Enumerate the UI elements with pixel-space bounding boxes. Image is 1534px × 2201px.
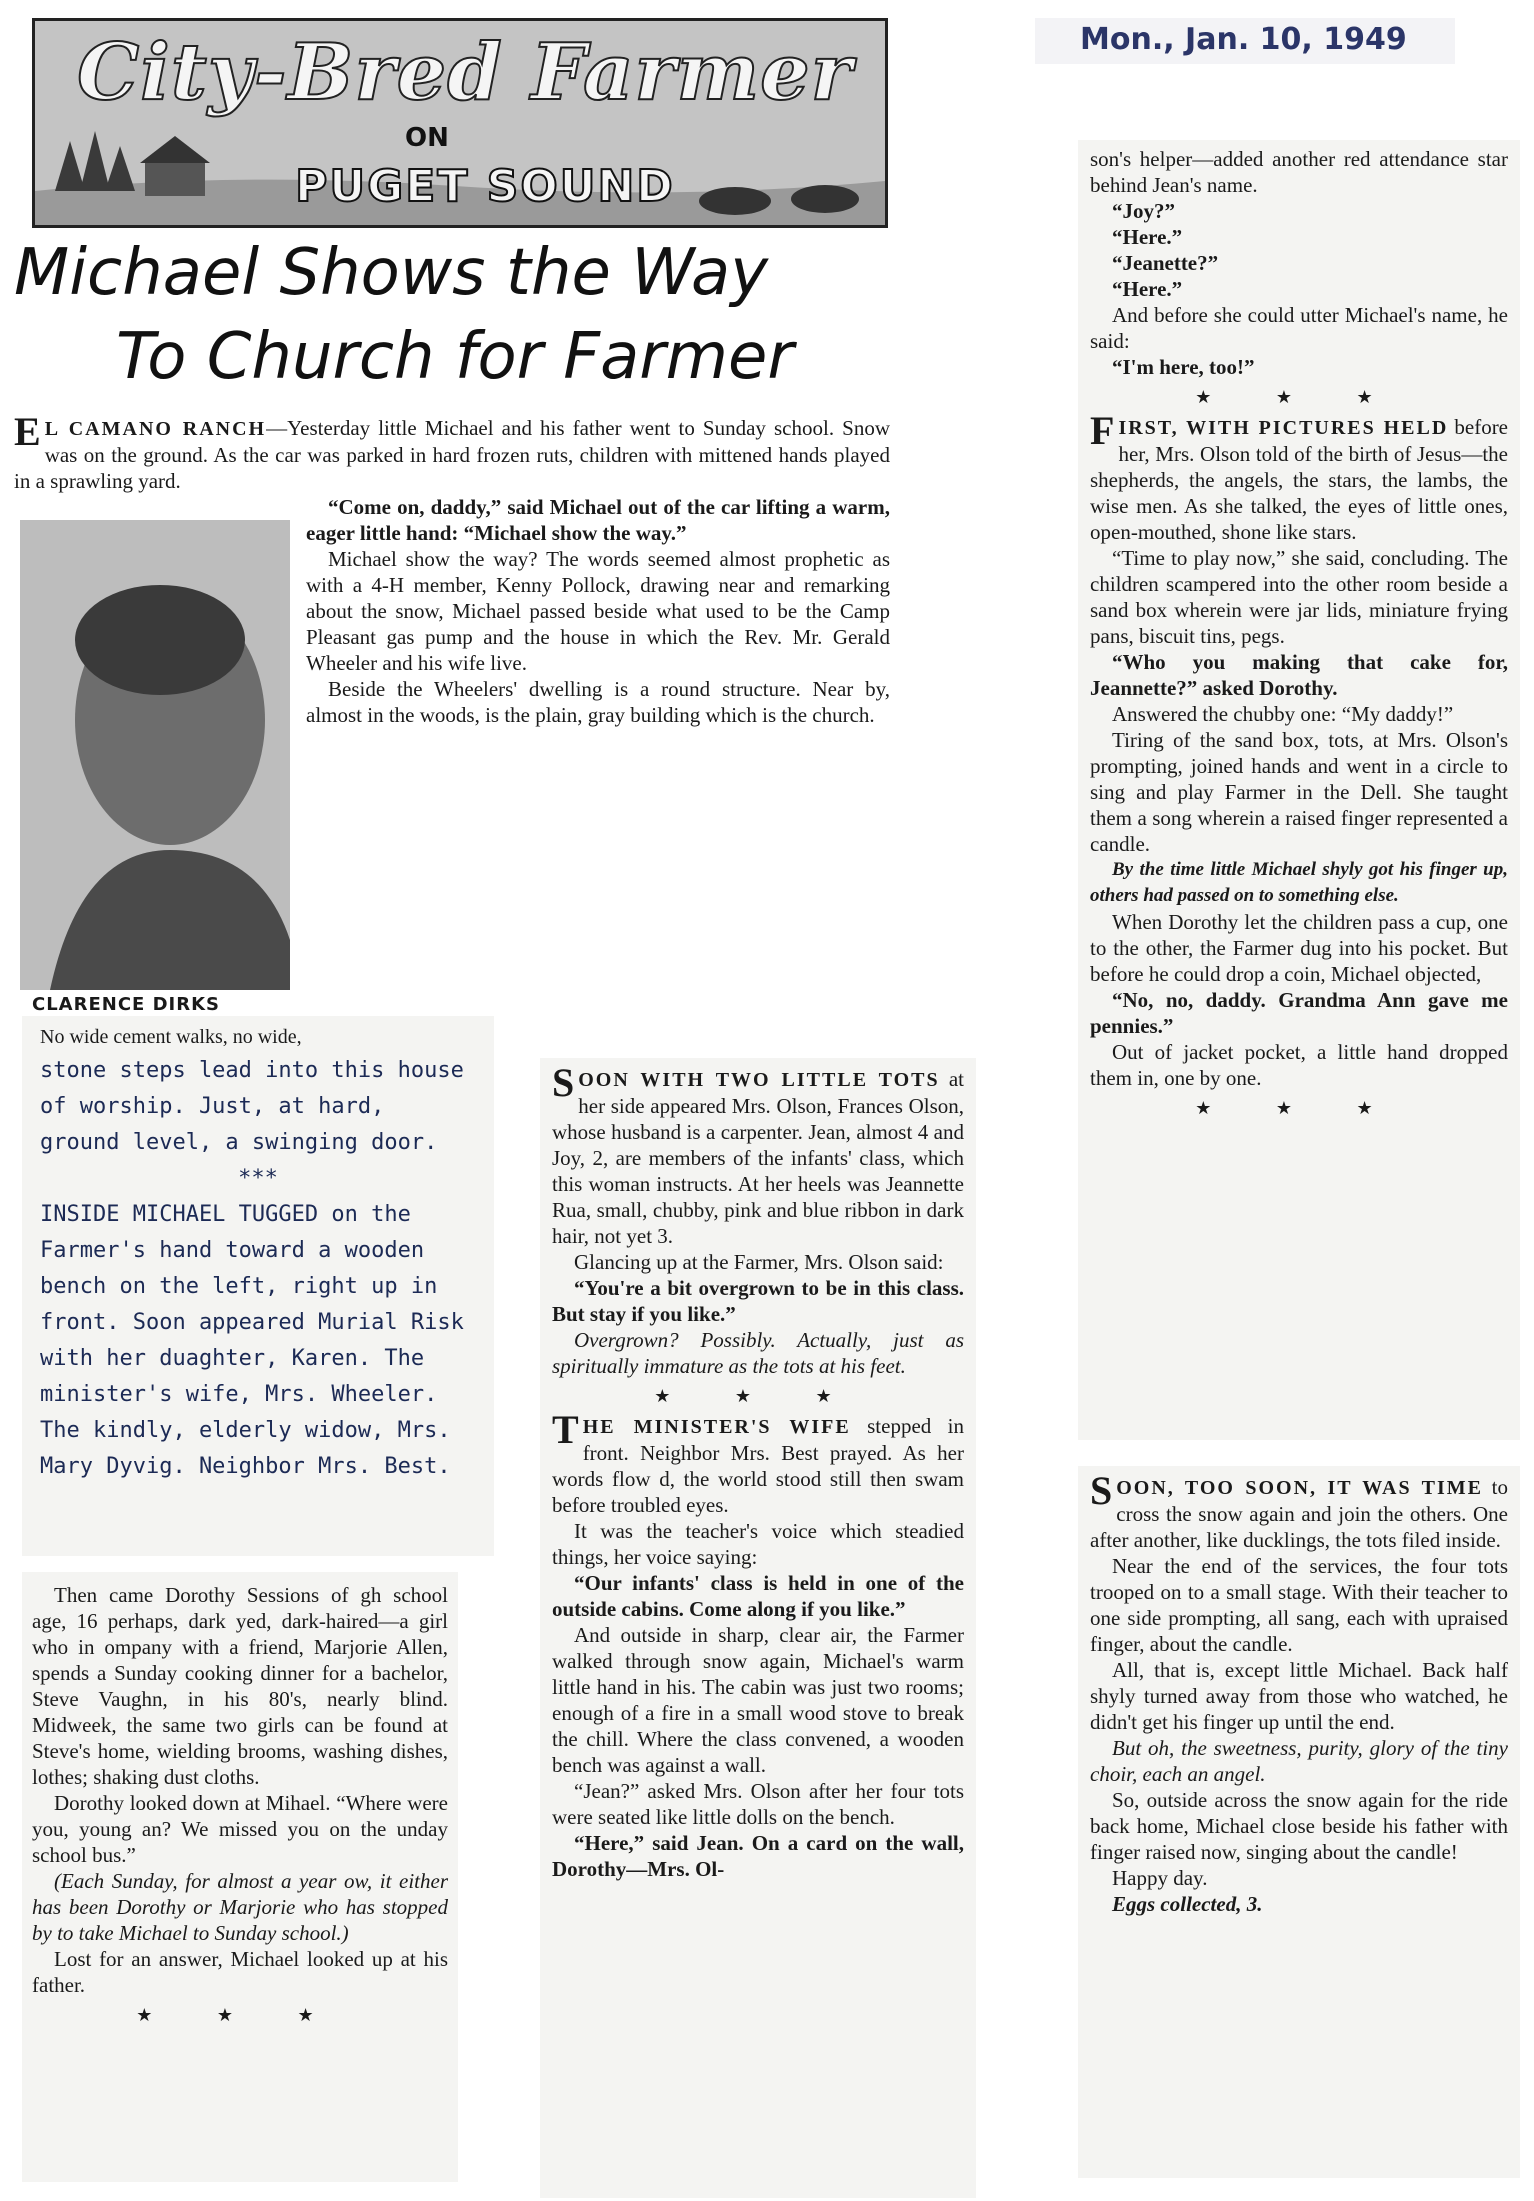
paragraph: When Dorothy let the children pass a cup, one to the other, the Farmer dug into his pocket. But before he could drop a coin, Michael objected, xyxy=(1090,910,1508,986)
paragraph: Overgrown? Possibly. Actually, just as spiritually immature as the tots at his feet. xyxy=(552,1328,964,1378)
dropcap-s: S xyxy=(1090,1468,1113,1513)
lead-in: L CAMANO RANCH xyxy=(44,418,267,440)
portrait-illustration xyxy=(20,520,290,990)
paragraph: Answered the chubby one: “My daddy!” xyxy=(1112,702,1454,726)
article-column-2 xyxy=(540,1058,976,2198)
paragraph: to cross the snow again and join the others. One after another, like ducklings, the tots filed inside. xyxy=(1090,1475,1509,1552)
paragraph: But oh, the sweetness, purity, glory of the tiny choir, each an angel. xyxy=(1090,1736,1508,1786)
typed-paragraph: INSIDE MICHAEL TUGGED on the Farmer's hand toward a wooden bench on the left, right up in front. Soon appeared Murial Risk with her duaghter, Karen. The minister's wife, Mrs. Wheeler. The kindly, elderly widow, Mrs. Mary Dyvig. Neighbor Mrs. Best. xyxy=(40,1202,464,1479)
paragraph: “Time to play now,” she said, concluding. The children scampered into the other room beside a sand box wherein were jar lids, miniature frying pans, biscuit tins, pegs. xyxy=(1090,546,1508,648)
banner-place: PUGET SOUND xyxy=(295,161,675,212)
section-stars: ★ ★ ★ xyxy=(1195,1098,1403,1118)
article-column-1 xyxy=(14,409,890,494)
paragraph: “Here.” xyxy=(1112,225,1183,249)
paragraph: Beside the Wheelers' dwelling is a round structure. Near by, almost in the woods, is the plain, gray building which is the church. xyxy=(306,677,890,727)
headline-line-1: Michael Shows the Way xyxy=(14,236,769,310)
paragraph: All, that is, except little Michael. Back half shyly turned away from those who watched, he didn't get his finger up until the end. xyxy=(1090,1658,1508,1734)
banner-on: ON xyxy=(405,123,449,153)
paragraph: “Jean?” asked Mrs. Olson after her four tots were seated like little dolls on the bench. xyxy=(552,1779,964,1829)
dropcap-s: S xyxy=(552,1060,575,1105)
paragraph: Near the end of the services, the four tots trooped on to a small stage. With their teacher to one side prompting, all sang, each with upraised finger, about the candle. xyxy=(1090,1554,1508,1656)
typed-stars: *** xyxy=(238,1166,278,1191)
article-column-1-bottom xyxy=(22,1572,458,2182)
paragraph: Out of jacket pocket, a little hand dropped them in, one by one. xyxy=(1090,1040,1508,1090)
paragraph: It was the teacher's voice which steadied things, her voice saying: xyxy=(552,1519,964,1569)
paragraph: “No, no, daddy. Grandma Ann gave me pennies.” xyxy=(1090,988,1508,1038)
paragraph: And outside in sharp, clear air, the Farmer walked through snow again, Michael's warm little hand in his. The cabin was just two rooms; enough of a fire in a small wood stove to break the chill. Where the class convened, a wooden bench was against a wall. xyxy=(552,1623,964,1777)
paragraph: “Jeanette?” xyxy=(1112,251,1219,275)
paragraph: at her side appeared Mrs. Olson, Frances Olson, whose husband is a carpenter. Jean, almost 4 and Joy, 2, are members of the infants' class, which this woman instructs. At her heels was Jeannette Rua, small, chubby, pink and blue ribbon in dark hair, not yet 3. xyxy=(552,1067,965,1248)
paragraph: So, outside across the snow again for the ride back home, Michael close beside his father with finger raised now, singing about the candle! xyxy=(1090,1788,1508,1864)
paragraph: Eggs collected, 3. xyxy=(1112,1892,1263,1916)
lead-in: OON, TOO SOON, IT WAS TIME xyxy=(1116,1477,1483,1499)
typed-first-line: No wide cement walks, no wide, xyxy=(40,1026,302,1048)
portrait-photo xyxy=(20,520,290,990)
paragraph: Tiring of the sand box, tots, at Mrs. Olson's prompting, joined hands and went in a circle to sing and play Farmer in the Dell. She taught them a song wherein a raised finger represented a candle. xyxy=(1090,728,1508,856)
typed-clipping xyxy=(22,1016,494,1556)
paragraph: Happy day. xyxy=(1112,1866,1208,1890)
headline-line-2: To Church for Farmer xyxy=(116,320,794,394)
paragraph: And before she could utter Michael's name, he said: xyxy=(1090,303,1508,353)
paragraph: —Yesterday little Michael and his father went to Sunday school. Snow was on the ground. As the car was parked in hard frozen ruts, children with mittened hands played in a sprawling yard. xyxy=(14,416,890,493)
article-column-3 xyxy=(1078,140,1520,1440)
paragraph: Michael show the way? The words seemed almost prophetic as with a 4-H member, Kenny Pollock, drawing near and remarking about the snow, Michael passed beside what used to be the Camp Pleasant gas pump and the house in which the Rev. Mr. Gerald Wheeler and his wife live. xyxy=(306,547,890,675)
paragraph: “Here.” xyxy=(1112,277,1183,301)
paragraph: Glancing up at the Farmer, Mrs. Olson said: xyxy=(574,1250,944,1274)
section-stars: ★ ★ ★ xyxy=(654,1386,862,1406)
paragraph: “Who you making that cake for, Jeannette?” asked Dorothy. xyxy=(1090,650,1508,700)
lead-in: OON WITH TWO LITTLE TOTS xyxy=(578,1069,940,1091)
paragraph: Dorothy looked down at Mihael. “Where were you, young an? We missed you on the unday school bus.” xyxy=(32,1791,448,1867)
paragraph: “You're a bit overgrown to be in this class. But stay if you like.” xyxy=(552,1276,964,1326)
section-stars: ★ ★ ★ xyxy=(136,2005,344,2025)
date-stamp: Mon., Jan. 10, 1949 xyxy=(1080,22,1407,57)
paragraph: “I'm here, too!” xyxy=(1112,355,1255,379)
dropcap-t: T xyxy=(552,1407,579,1452)
dropcap-f: F xyxy=(1090,408,1115,453)
paragraph: “Joy?” xyxy=(1112,199,1175,223)
lead-in: IRST, WITH PICTURES HELD xyxy=(1118,417,1449,439)
article-column-3-bottom xyxy=(1078,1466,1520,2178)
paragraph: son's helper—added another red attendance star behind Jean's name. xyxy=(1090,147,1508,197)
banner-title: City-Bred Farmer xyxy=(77,27,853,118)
paragraph: Then came Dorothy Sessions of gh school age, 16 perhaps, dark yed, dark-haired—a girl who in ompany with a friend, Marjorie Allen, spends a Sunday cooking dinner for a bachelor, Steve Vaughn, in his 80's, nearly blind. Midweek, the same two girls can be found at Steve's home, wielding brooms, washing dishes, lothes; shaking dust cloths. xyxy=(32,1583,448,1789)
paragraph: “Come on, daddy,” said Michael out of the car lifting a warm, eager little hand: “Michael show the way.” xyxy=(306,495,890,545)
paragraph: Lost for an answer, Michael looked up at his father. xyxy=(32,1947,448,1997)
photo-caption: CLARENCE DIRKS xyxy=(32,994,221,1015)
paragraph: By the time little Michael shyly got his finger up, others had passed on to something else. xyxy=(1090,859,1508,906)
paragraph: “Our infants' class is held in one of the outside cabins. Come along if you like.” xyxy=(552,1571,964,1621)
typed-paragraph: stone steps lead into this house of worship. Just, at hard, ground level, a swinging door. xyxy=(40,1058,464,1155)
paragraph: stepped in front. Neighbor Mrs. Best prayed. As her words flow d, the world stood still then swam before troubled eyes. xyxy=(552,1414,965,1517)
dropcap-e: E xyxy=(14,409,41,454)
paragraph: (Each Sunday, for almost a year ow, it either has been Dorothy or Marjorie who has stopped by to take Michael to Sunday school.) xyxy=(32,1869,448,1945)
paragraph: “Here,” said Jean. On a card on the wall, Dorothy—Mrs. Ol- xyxy=(552,1831,964,1881)
column-banner xyxy=(32,18,888,228)
article-wrap-text xyxy=(306,494,890,728)
section-stars: ★ ★ ★ xyxy=(1195,387,1403,407)
paragraph: before her, Mrs. Olson told of the birth of Jesus—the shepherds, the angels, the stars, the lambs, the wise men. As she talked, the eyes of little ones, open-mouthed, shone like stars. xyxy=(1090,415,1509,544)
lead-in: HE MINISTER'S WIFE xyxy=(582,1416,851,1438)
